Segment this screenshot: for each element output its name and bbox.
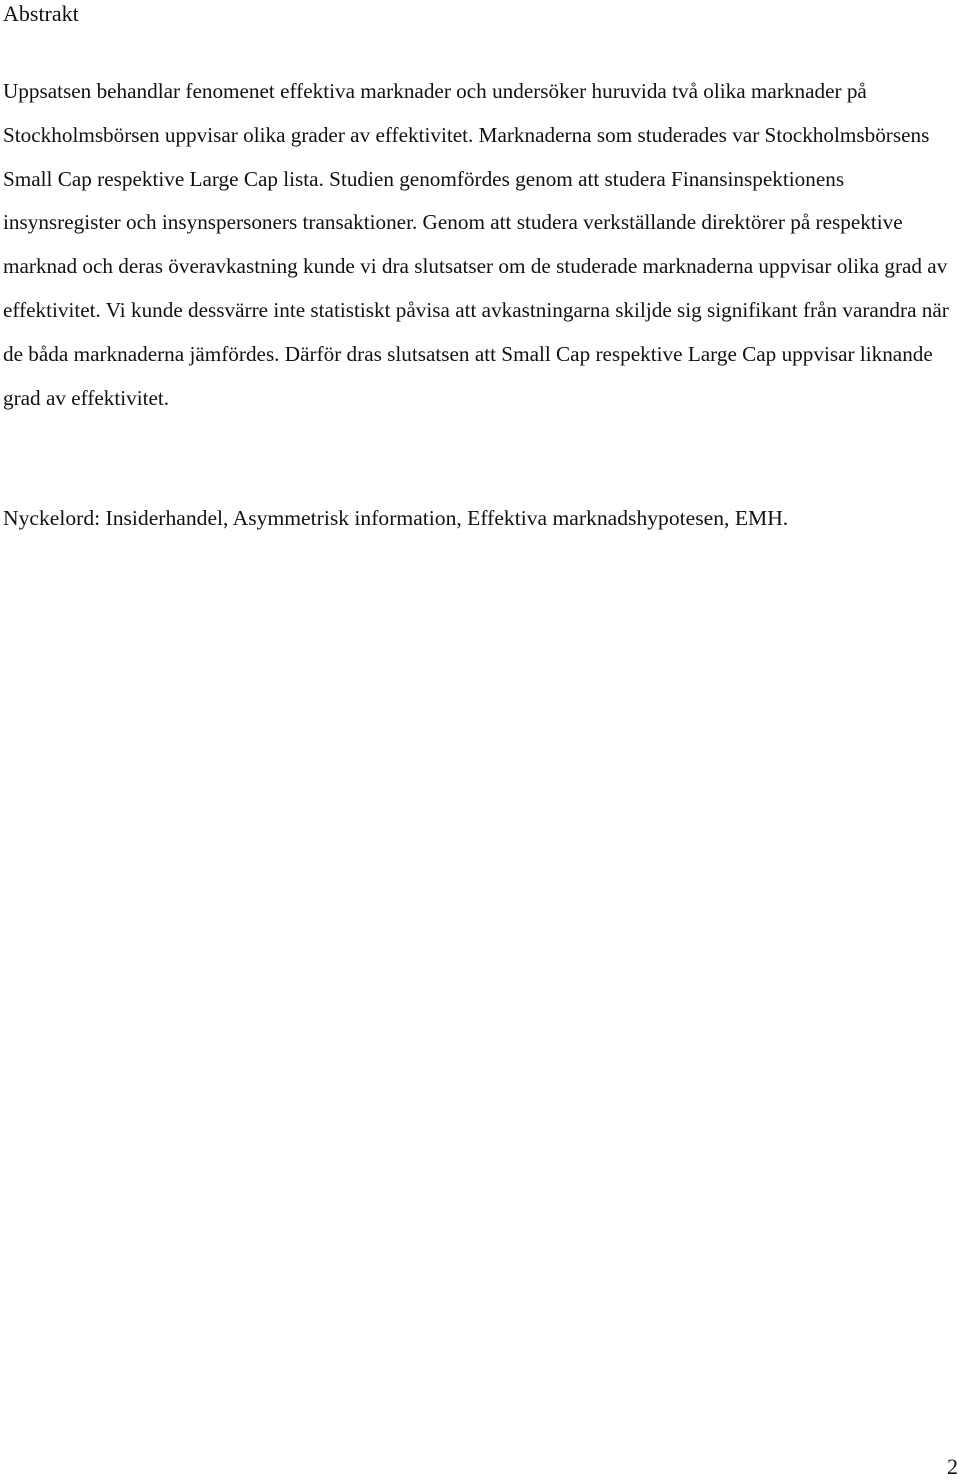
page-number: 2 <box>947 1454 958 1479</box>
abstract-paragraph: Uppsatsen behandlar fenomenet effektiva marknader och undersöker huruvida två olika marknader på Stockholmsbörsen uppvisar olika grader av effektivitet. Marknaderna som studerades var Stockholmsbörsens Small Cap respektive Large Cap lista. Studien genomfördes genom att studera Finansinspektionens insynsregister och insynspersoners transaktioner. Genom att studera verkställande direktörer på respektive marknad och deras överavkastning kunde vi dra slutsatser om de studerade marknaderna uppvisar olika grad av effektivitet. Vi kunde dessvärre inte statistiskt påvisa att avkastningarna skiljde sig signifikant från varandra när de båda marknaderna jämfördes. Därför dras slutsatsen att Small Cap respektive Large Cap uppvisar liknande grad av effektivitet. <box>3 79 949 410</box>
keywords-line: Nyckelord: Insiderhandel, Asymmetrisk information, Effektiva marknadshypotesen, EMH. <box>3 506 789 530</box>
section-heading: Abstrakt <box>3 1 79 26</box>
